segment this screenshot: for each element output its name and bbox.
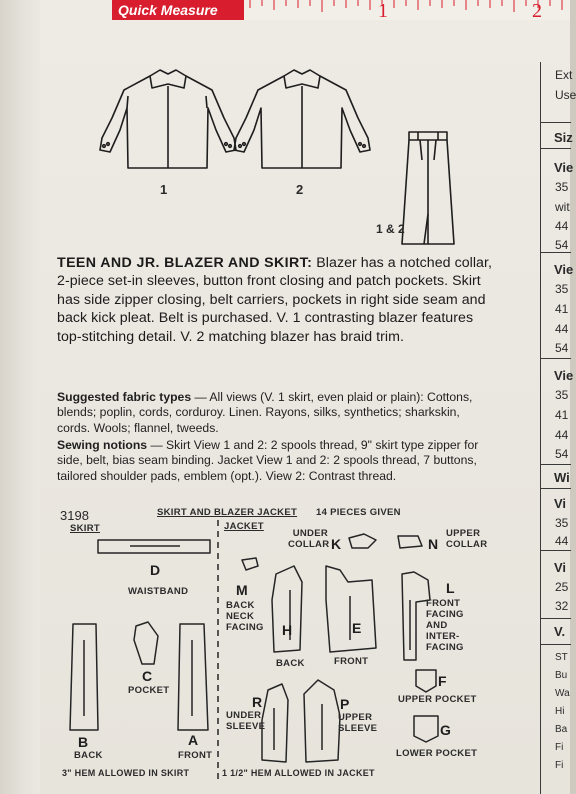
piece-letter-g: G (440, 722, 451, 738)
piece-letter-h: H (282, 622, 293, 638)
piece-label-a: FRONT (178, 750, 213, 761)
chart-cell: ST (555, 652, 568, 663)
notions-body: — Skirt View 1 and 2: 2 spools thread, 9" skirt type zipper for side, belt, bias seam binding. Jacket View 1 and 2: 2 spools thread, 7 buttons, tailored shoulder pads, emblem (opt.). View 2: Contrast thread. (57, 438, 479, 483)
table-rule (541, 618, 571, 619)
chart-cell: Wa (555, 688, 570, 699)
skirt-view-label: 1 & 2 (376, 222, 405, 236)
garment-illustrations (0, 0, 540, 250)
chart-cell: 44 (555, 322, 569, 336)
chart-cell: 44 (555, 534, 569, 548)
piece-label-r: UNDER SLEEVE (226, 710, 266, 732)
skirt-hem-note: 3" HEM ALLOWED IN SKIRT (62, 768, 190, 778)
chart-cell: Fi (555, 742, 564, 753)
piece-letter-p: P (340, 696, 350, 712)
piece-label-m: BACK NECK FACING (226, 600, 264, 633)
chart-cell: wit (555, 200, 570, 214)
view-1-label: 1 (160, 182, 168, 197)
piece-letter-k: K (331, 536, 342, 552)
chart-cell: 54 (555, 447, 569, 461)
table-rule (541, 148, 571, 149)
sewing-notions (57, 438, 494, 484)
pattern-number: 3198 (60, 508, 89, 523)
chart-cell: Ba (555, 724, 568, 735)
table-rule (541, 644, 571, 645)
chart-cell: 35 (555, 282, 569, 296)
piece-label-f: UPPER POCKET (398, 694, 477, 705)
piece-label-n: UPPER COLLAR (446, 528, 488, 550)
chart-cell: 44 (555, 428, 569, 442)
chart-cell: Vie (554, 368, 574, 383)
pieces-given: 14 PIECES GIVEN (316, 507, 401, 518)
chart-cell: 32 (555, 599, 569, 613)
description-body: Blazer has a notched collar, 2-piece set-in sleeves, button front closing and patch pockets. Skirt has side zipper closing, belt carriers, pockets in right side seam and back kick pleat. Belt is purchased. V. 1 contrasting blazer features top-stitching detail. V. 2 matching blazer has braid trim. (57, 255, 492, 345)
chart-cell: Use (555, 88, 576, 102)
chart-cell: Fi (555, 760, 564, 771)
chart-cell: 35 (555, 180, 569, 194)
table-rule (541, 122, 571, 123)
suggested-fabrics (57, 390, 494, 436)
chart-cell: Vie (554, 160, 574, 175)
piece-letter-b: B (78, 734, 89, 750)
skirt-header: SKIRT (70, 523, 100, 534)
piece-letter-a: A (188, 732, 199, 748)
piece-label-l: FRONT FACING AND INTER-FACING (426, 598, 464, 653)
blazer-view-1-drawing (100, 70, 236, 168)
piece-letter-f: F (438, 673, 447, 689)
description-heading: TEEN AND JR. BLAZER AND SKIRT: (57, 255, 313, 271)
table-rule (541, 358, 571, 359)
fabrics-heading: Suggested fabric types (57, 390, 192, 404)
piece-letter-d: D (150, 562, 161, 578)
pattern-description (57, 254, 494, 346)
chart-cell: 44 (555, 219, 569, 233)
piece-letter-e: E (352, 620, 362, 636)
view-2-label: 2 (296, 182, 304, 197)
ruler-number-1: 1 (378, 0, 388, 22)
blazer-view-2-drawing (234, 70, 370, 168)
piece-letter-l: L (446, 580, 455, 596)
chart-cell: 35 (555, 516, 569, 530)
skirt-drawing (402, 132, 454, 244)
notions-heading: Sewing notions (57, 438, 148, 452)
piece-letter-m: M (236, 582, 248, 598)
chart-cell: Bu (555, 670, 568, 681)
piece-label-c: POCKET (128, 685, 170, 696)
quick-measure-badge: Quick Measure (112, 0, 244, 20)
table-rule (541, 488, 571, 489)
fabrics-body: — All views (V. 1 skirt, even plaid or plain): Cottons, blends; poplin, cords, corduroy. Linen. Rayons, silks, synthetics; sharkskin, cords. Wools; flannel, tweeds. (57, 390, 473, 435)
piece-label-d: WAISTBAND (128, 586, 189, 597)
piece-label-g: LOWER POCKET (396, 748, 478, 759)
chart-cell: Siz (554, 130, 573, 145)
piece-label-k: UNDER COLLAR (288, 528, 330, 550)
jacket-header: JACKET (224, 521, 264, 532)
piece-label-b: BACK (74, 750, 103, 761)
chart-cell: Vie (554, 262, 574, 277)
piece-label-e: FRONT (334, 656, 369, 667)
chart-cell: V. (554, 624, 566, 639)
piece-label-p: UPPER SLEEVE (338, 712, 378, 734)
chart-cell: 35 (555, 388, 569, 402)
size-chart-fragment (540, 62, 576, 794)
table-rule (541, 550, 571, 551)
piece-letter-c: C (142, 668, 153, 684)
ruler-number-2: 2 (532, 0, 542, 22)
piece-letter-r: R (252, 694, 263, 710)
chart-cell: 54 (555, 341, 569, 355)
piece-letter-n: N (428, 536, 439, 552)
jacket-hem-note: 1 1/2" HEM ALLOWED IN JACKET (222, 768, 375, 778)
chart-cell: Ext (555, 68, 573, 82)
table-rule (541, 464, 571, 465)
table-rule (541, 252, 571, 253)
chart-cell: 41 (555, 302, 569, 316)
chart-cell: Vi (554, 496, 567, 511)
chart-cell: Wi (554, 470, 570, 485)
chart-cell: 25 (555, 580, 569, 594)
piece-label-h: BACK (276, 658, 305, 669)
chart-cell: 54 (555, 238, 569, 252)
chart-cell: Hi (555, 706, 565, 717)
layout-title: SKIRT AND BLAZER JACKET (157, 507, 298, 518)
chart-cell: Vi (554, 560, 567, 575)
chart-cell: 41 (555, 408, 569, 422)
